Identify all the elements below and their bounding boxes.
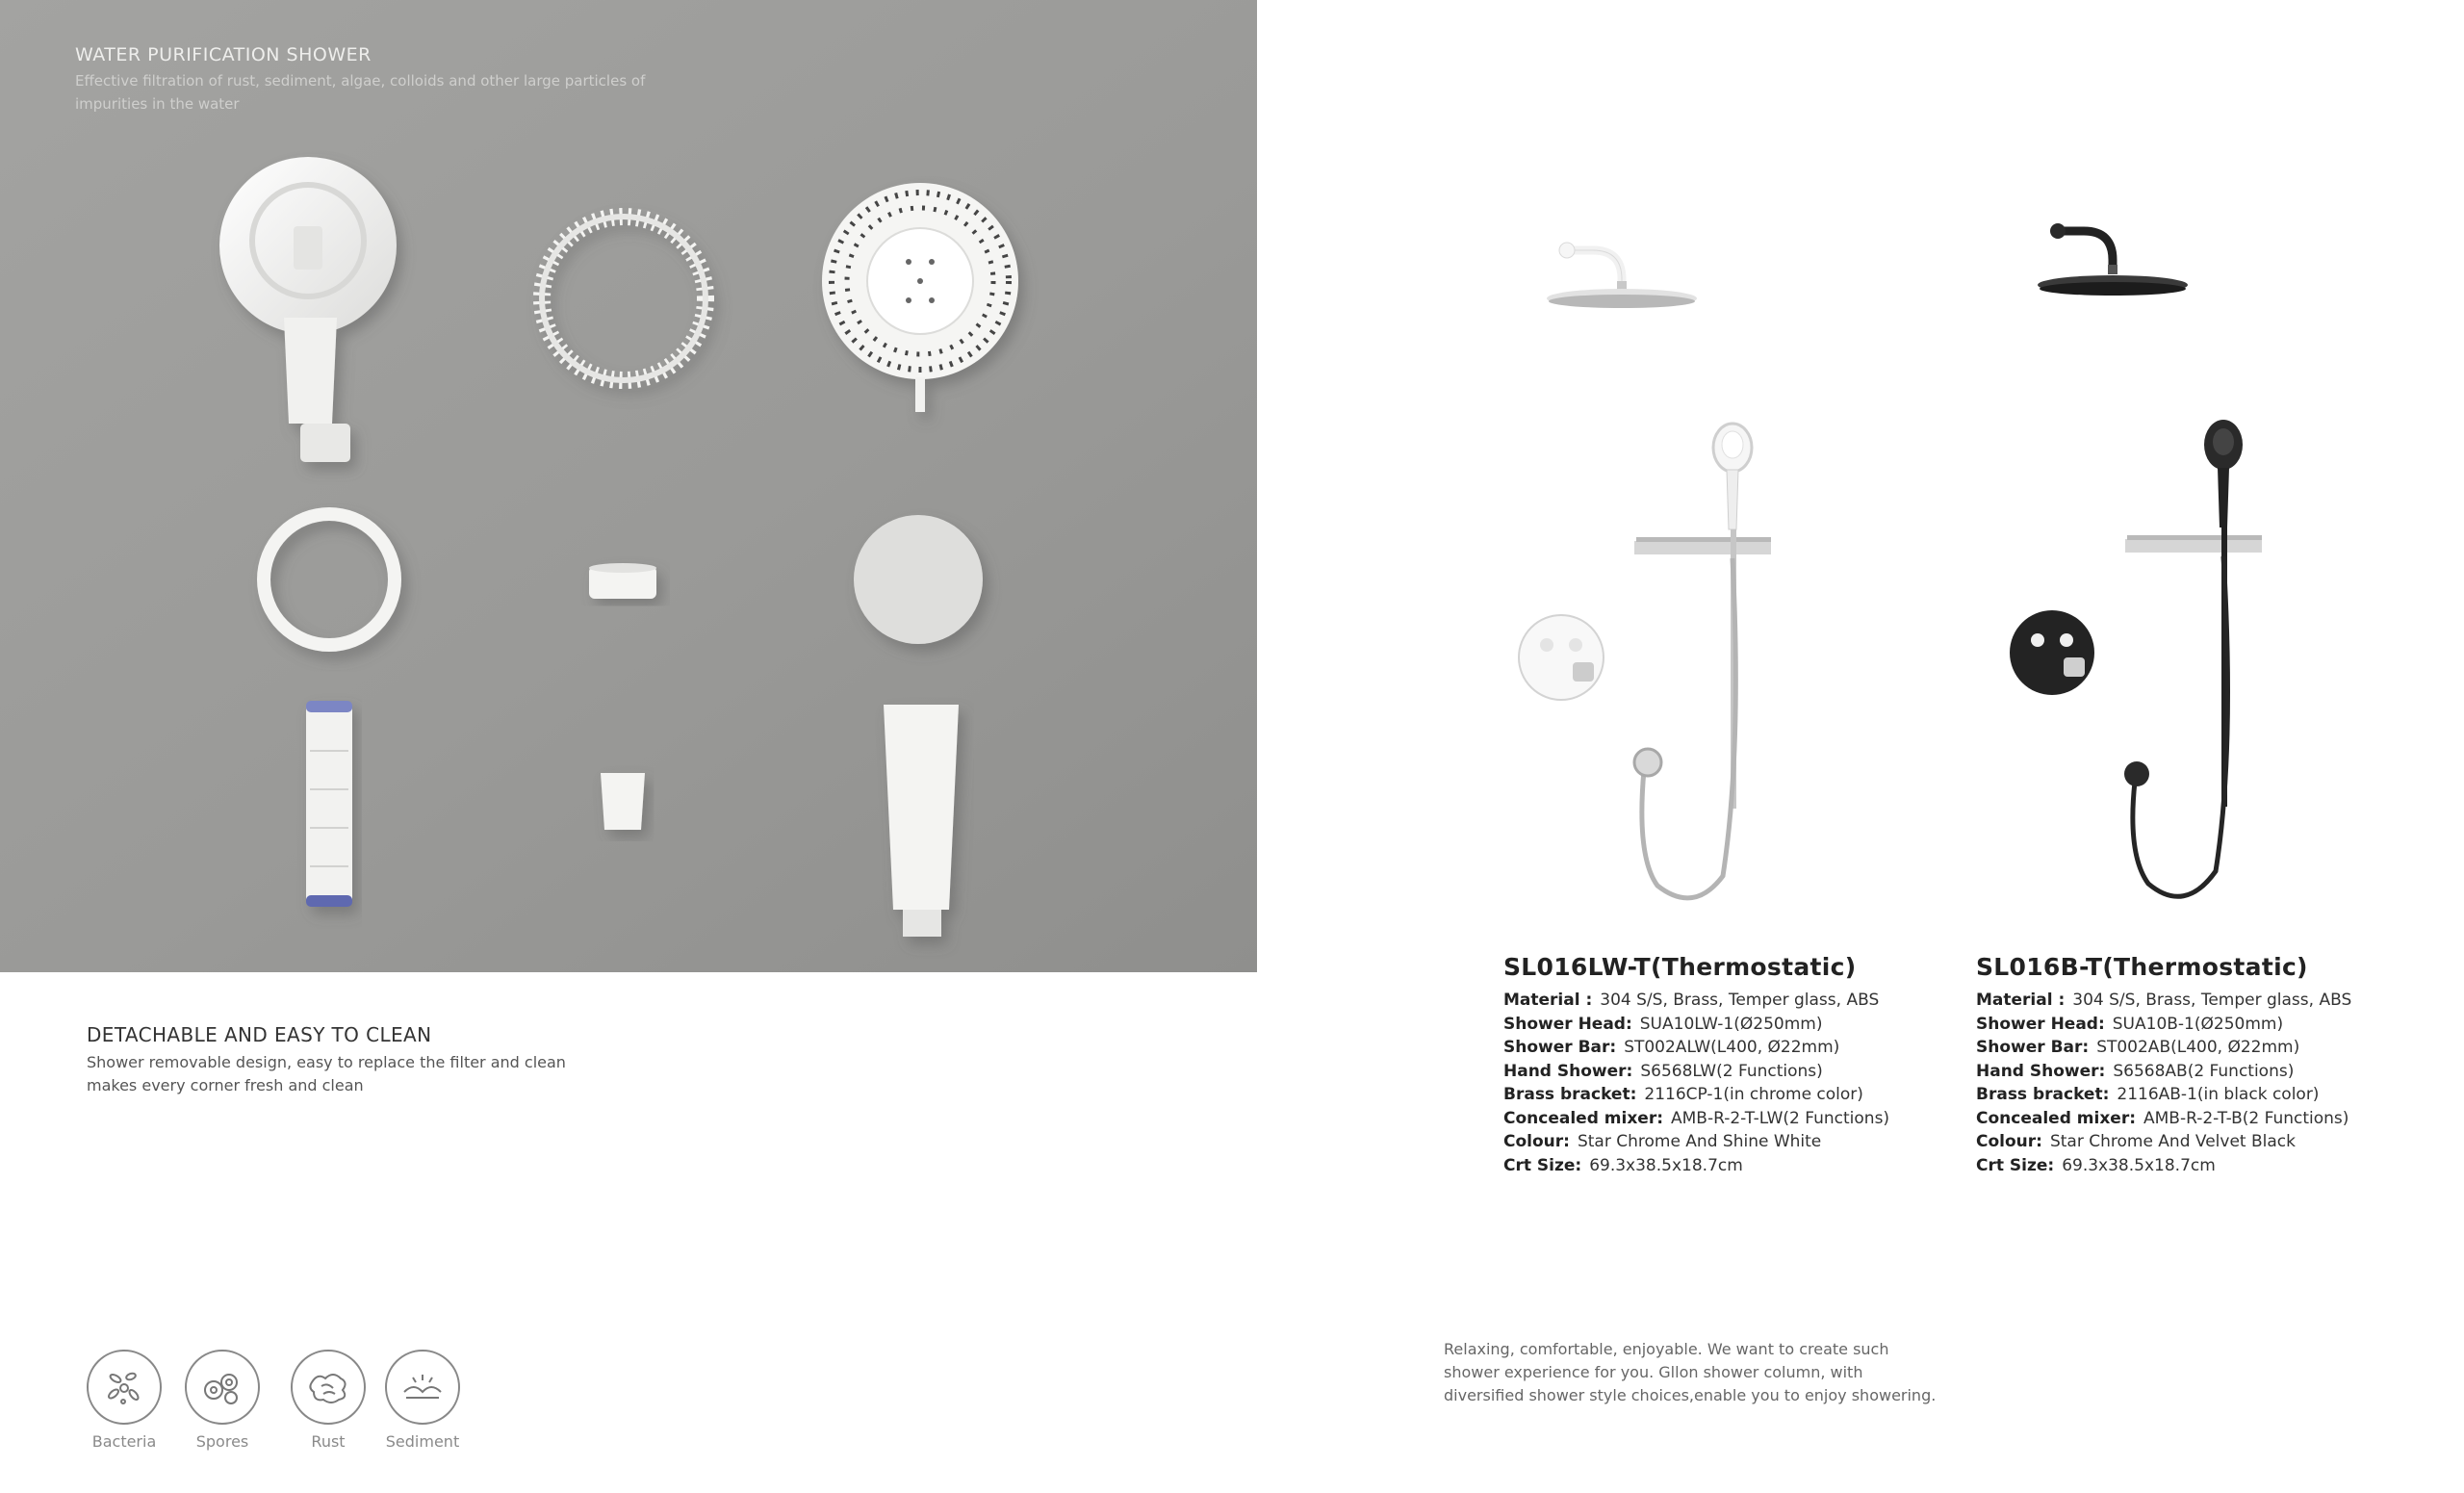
product-2-model: SL016B-T(Thermostatic) [1976, 953, 2308, 981]
sediment-label: Sediment [385, 1432, 460, 1451]
spec-row-crt-size: Crt Size: 69.3x38.5x18.7cm [1976, 1155, 2216, 1175]
sealing-ring-part [264, 514, 395, 645]
spec-row-shower-head: Shower Head: SUA10LW-1(Ø250mm) [1503, 1014, 1823, 1034]
product-2-spec-list [1976, 989, 2351, 1177]
spray-face-part [822, 183, 1018, 412]
spec-row-shower-head: Shower Head: SUA10B-1(Ø250mm) [1976, 1014, 2284, 1034]
spec-row-brass-bracket: Brass bracket: 2116AB-1(in black color) [1976, 1085, 2320, 1104]
spec-row-concealed-mixer: Concealed mixer: AMB-R-2-T-B(2 Functions) [1976, 1108, 2349, 1128]
spec-row-crt-size: Crt Size: 69.3x38.5x18.7cm [1503, 1155, 1743, 1175]
filter-cartridge-part [306, 701, 352, 907]
product-image-black [1992, 193, 2262, 924]
closing-paragraph: Relaxing, comfortable, enjoyable. We want to create such shower experience for you. Gllon shower column, with diversified shower style choices,enable you to enjoy showering. [1444, 1340, 1937, 1404]
spec-row-hand-shower: Hand Shower: S6568LW(2 Functions) [1503, 1061, 1823, 1081]
shower-housing-part [219, 157, 397, 462]
spores-icon [185, 1350, 260, 1425]
small-cap-part [589, 563, 656, 599]
bacteria-icon [87, 1350, 162, 1425]
spec-row-shower-bar: Shower Bar: ST002AB(L400, Ø22mm) [1976, 1038, 2300, 1057]
product-1-model: SL016LW-T(Thermostatic) [1503, 953, 1857, 981]
spec-row-material: Material : 304 S/S, Brass, Temper glass, ABS [1503, 991, 1880, 1010]
spec-row-concealed-mixer: Concealed mixer: AMB-R-2-T-LW(2 Functions) [1503, 1108, 1890, 1128]
photo-title: WATER PURIFICATION SHOWER [75, 44, 372, 65]
product-1-spec-list [1503, 989, 1889, 1177]
spores-label: Spores [195, 1432, 249, 1451]
detachable-heading: DETACHABLE AND EASY TO CLEAN [87, 1023, 432, 1046]
filter-parts-illustration [0, 0, 1257, 972]
bacteria-label: Bacteria [91, 1432, 157, 1451]
spec-row-material: Material : 304 S/S, Brass, Temper glass, ABS [1976, 991, 2352, 1010]
handle-body-part [884, 705, 959, 937]
detachable-description: Shower removable design, easy to replace the filter and clean makes every corner fresh and clean [87, 1053, 566, 1094]
small-cup-part [601, 773, 645, 830]
spec-row-colour: Colour: Star Chrome And Velvet Black [1976, 1132, 2296, 1151]
spec-row-colour: Colour: Star Chrome And Shine White [1503, 1132, 1822, 1151]
rust-label: Rust [311, 1432, 346, 1451]
spec-row-hand-shower: Hand Shower: S6568AB(2 Functions) [1976, 1061, 2295, 1081]
beaded-ring-part [542, 217, 706, 380]
photo-subtitle: Effective filtration of rust, sediment, algae, colloids and other large particles of impurities in the water [75, 72, 646, 113]
rust-icon [291, 1350, 366, 1425]
spec-row-shower-bar: Shower Bar: ST002ALW(L400, Ø22mm) [1503, 1038, 1840, 1057]
spec-row-brass-bracket: Brass bracket: 2116CP-1(in chrome color) [1503, 1085, 1863, 1104]
exploded-parts-photo [0, 0, 1257, 972]
product-image-white [1502, 212, 1771, 924]
sediment-icon [385, 1350, 460, 1425]
filter-disc-part [854, 515, 983, 644]
